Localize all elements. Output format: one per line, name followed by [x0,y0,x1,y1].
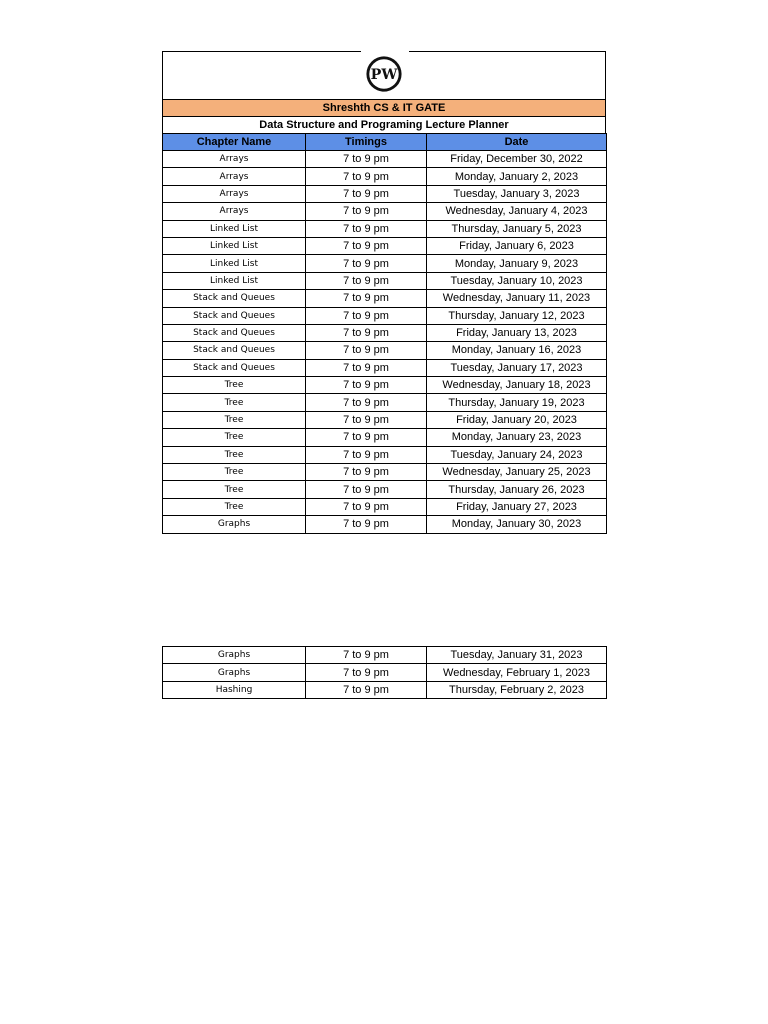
table-row [163,411,607,428]
date-cell: Wednesday, January 4, 2023 [427,203,607,220]
date-cell: Wednesday, January 18, 2023 [427,377,607,394]
date-cell: Tuesday, January 17, 2023 [427,359,607,376]
date-cell: Thursday, January 12, 2023 [427,307,607,324]
chapter-cell: Arrays [163,185,306,202]
schedule-table [162,133,607,534]
timing-cell: 7 to 9 pm [306,290,427,307]
table-row [163,307,607,324]
planner-sheet [162,51,606,534]
timing-cell: 7 to 9 pm [306,647,427,664]
timing-cell: 7 to 9 pm [306,359,427,376]
chapter-cell: Arrays [163,168,306,185]
table-row [163,255,607,272]
table-row [163,168,607,185]
chapter-cell: Tree [163,429,306,446]
column-header-chapter: Chapter Name [163,134,306,151]
table-row [163,151,607,168]
timing-cell: 7 to 9 pm [306,377,427,394]
timing-cell: 7 to 9 pm [306,220,427,237]
timing-cell: 7 to 9 pm [306,394,427,411]
schedule-body [163,151,607,534]
timing-cell: 7 to 9 pm [306,498,427,515]
date-cell: Tuesday, January 24, 2023 [427,446,607,463]
chapter-cell: Tree [163,464,306,481]
planner-sheet-continued [162,646,606,699]
program-title: Shreshth CS & IT GATE [162,99,606,117]
chapter-cell: Tree [163,498,306,515]
chapter-cell: Graphs [163,647,306,664]
schedule-table-continued [162,646,607,699]
chapter-cell: Linked List [163,220,306,237]
chapter-cell: Arrays [163,203,306,220]
svg-text:PW: PW [370,66,398,83]
table-row [163,237,607,254]
timing-cell: 7 to 9 pm [306,411,427,428]
date-cell: Wednesday, January 11, 2023 [427,290,607,307]
table-row [163,647,607,664]
timing-cell: 7 to 9 pm [306,272,427,289]
timing-cell: 7 to 9 pm [306,446,427,463]
table-row [163,664,607,681]
table-row [163,516,607,533]
chapter-cell: Linked List [163,272,306,289]
planner-subtitle: Data Structure and Programing Lecture Planner [162,117,606,133]
timing-cell: 7 to 9 pm [306,255,427,272]
date-cell: Friday, January 27, 2023 [427,498,607,515]
table-row [163,203,607,220]
chapter-cell: Stack and Queues [163,307,306,324]
date-cell: Friday, December 30, 2022 [427,151,607,168]
timing-cell: 7 to 9 pm [306,429,427,446]
date-cell: Tuesday, January 3, 2023 [427,185,607,202]
chapter-cell: Hashing [163,681,306,698]
date-cell: Monday, January 2, 2023 [427,168,607,185]
timing-cell: 7 to 9 pm [306,185,427,202]
date-cell: Friday, January 6, 2023 [427,237,607,254]
timing-cell: 7 to 9 pm [306,664,427,681]
chapter-cell: Tree [163,411,306,428]
chapter-cell: Stack and Queues [163,324,306,341]
chapter-cell: Stack and Queues [163,359,306,376]
date-cell: Monday, January 9, 2023 [427,255,607,272]
logo-area [162,51,606,99]
table-row [163,681,607,698]
table-row [163,185,607,202]
timing-cell: 7 to 9 pm [306,516,427,533]
date-cell: Wednesday, February 1, 2023 [427,664,607,681]
table-row [163,394,607,411]
table-row [163,498,607,515]
timing-cell: 7 to 9 pm [306,481,427,498]
timing-cell: 7 to 9 pm [306,681,427,698]
date-cell: Tuesday, January 31, 2023 [427,647,607,664]
timing-cell: 7 to 9 pm [306,237,427,254]
date-cell: Friday, January 20, 2023 [427,411,607,428]
chapter-cell: Tree [163,394,306,411]
chapter-cell: Graphs [163,516,306,533]
table-header-row [163,134,607,151]
date-cell: Thursday, January 26, 2023 [427,481,607,498]
table-row [163,446,607,463]
chapter-cell: Linked List [163,237,306,254]
schedule-body-continued [163,647,607,699]
chapter-cell: Arrays [163,151,306,168]
date-cell: Monday, January 30, 2023 [427,516,607,533]
chapter-cell: Tree [163,377,306,394]
table-row [163,324,607,341]
timing-cell: 7 to 9 pm [306,151,427,168]
date-cell: Monday, January 23, 2023 [427,429,607,446]
date-cell: Friday, January 13, 2023 [427,324,607,341]
table-row [163,342,607,359]
column-header-timings: Timings [306,134,427,151]
chapter-cell: Stack and Queues [163,290,306,307]
chapter-cell: Tree [163,446,306,463]
table-row [163,290,607,307]
chapter-cell: Tree [163,481,306,498]
timing-cell: 7 to 9 pm [306,464,427,481]
chapter-cell: Linked List [163,255,306,272]
table-row [163,359,607,376]
date-cell: Monday, January 16, 2023 [427,342,607,359]
date-cell: Wednesday, January 25, 2023 [427,464,607,481]
table-row [163,220,607,237]
date-cell: Thursday, February 2, 2023 [427,681,607,698]
pw-logo-icon [365,55,403,93]
date-cell: Thursday, January 19, 2023 [427,394,607,411]
column-header-date: Date [427,134,607,151]
date-cell: Tuesday, January 10, 2023 [427,272,607,289]
timing-cell: 7 to 9 pm [306,342,427,359]
date-cell: Thursday, January 5, 2023 [427,220,607,237]
table-row [163,429,607,446]
table-row [163,464,607,481]
table-row [163,377,607,394]
timing-cell: 7 to 9 pm [306,324,427,341]
chapter-cell: Stack and Queues [163,342,306,359]
table-row [163,481,607,498]
chapter-cell: Graphs [163,664,306,681]
table-row [163,272,607,289]
timing-cell: 7 to 9 pm [306,307,427,324]
timing-cell: 7 to 9 pm [306,203,427,220]
timing-cell: 7 to 9 pm [306,168,427,185]
